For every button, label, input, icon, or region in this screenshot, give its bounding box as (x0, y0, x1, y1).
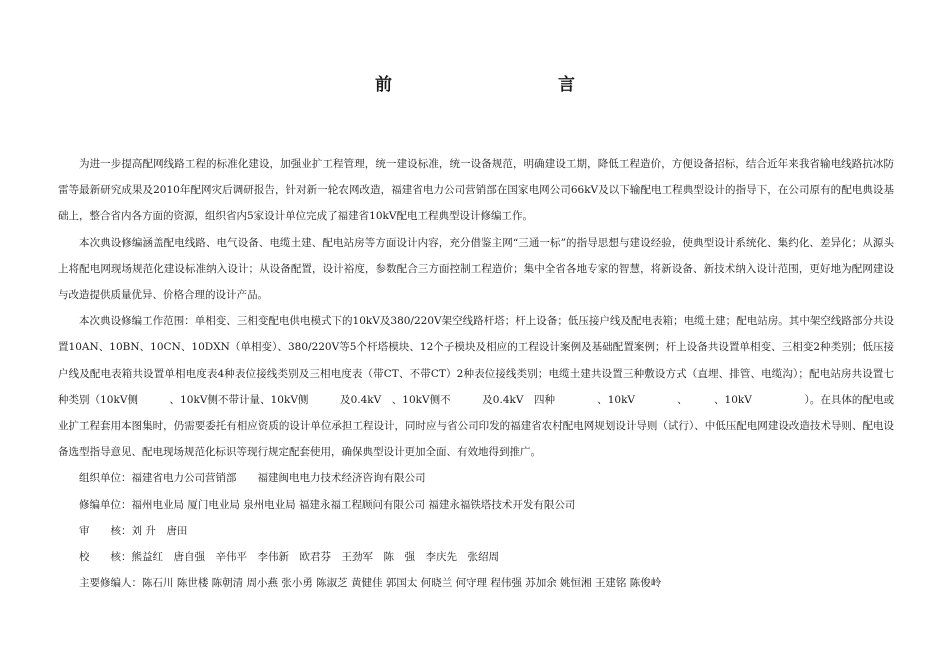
paragraph-1: 为进一步提高配网线路工程的标准化建设，加强业扩工程管理，统一建设标准，统一设备规范，明确建设工期，降低工程造价，方便设备招标，结合近年来我省输电线路抗冰防雷等最新研究成果及2010年配网灾后调研报告，针对新一轮农网改造，福建省电力公司营销部在国家电网公司66kV及以下输配电工程典型设计的指导下，在公司原有的配电典设基础上，整合省内各方面的资源，组织省内5家设计单位完成了福建省10kV配电工程典型设计修编工作。 (58, 158, 894, 223)
paragraph-2: 本次典设修编涵盖配电线路、电气设备、电缆土建、配电站房等方面设计内容，充分借鉴主网“三通一标”的指导思想与建设经验，使典型设计系统化、集约化、差异化；从源头上将配电网现场规范化建设标准纳入设计；从设备配置，设计裕度，参数配合三方面控制工程造价；集中全省各地专家的智慧，将新设备、新技术纳入设计范围，更好地为配网建设与改造提供质量优异、价格合理的设计产品。 (58, 236, 894, 302)
proofreader-line: 校 核：熊益红 唐自强 辛伟平 李伟新 欧君芬 王劲军 陈 强 李庆先 张绍周 (79, 551, 499, 564)
organizer-line: 组织单位：福建省电力公司营销部 福建闽电电力技术经济咨询有限公司 (79, 472, 426, 485)
page-title: 前 言 (375, 75, 619, 95)
reviewer-line: 审 核：刘 升 唐田 (79, 524, 188, 537)
revision-units-line: 修编单位：福州电业局 厦门电业局 泉州电业局 福建永福工程顾问有限公司 福建永福铁塔技术开发有限公司 (79, 498, 576, 511)
preface-body (58, 151, 894, 596)
paragraph-3: 本次典设修编工作范围：单相变、三相变配电供电模式下的10kV及380/220V架空线路杆塔；杆上设备；低压接户线及配电表箱；电缆土建；配电站房。其中架空线路部分共设置10AN、10BN、10CN、10DXN（单相变）、380/220V等5个杆塔模块、12个子模块及相应的工程设计案例及基础配置案例；杆上设备共设置单相变、三相变2种类别；低压接户线及配电表箱共设置单相电度表4种表位接线类别及三相电度表（带CT、不带CT）2种表位接线类别；电缆土建共设置三种敷设方式（直埋、排管、电缆沟）；配电站房共设置七种类别（10kV侧 、10kV侧不带计量、10kV侧 及0.4kV 、10kV侧不 及0.4kV 四种 、10kV 、 、10kV ）。在具体的配电或业扩工程套用本图集时，仍需要委托有相应资质的设计单位承担工程设计，同时应与省公司印发的福建省农村配电网规划设计导则（试行）、中低压配电网建设改造技术导则、配电设备选型指导意见、配电现场规范化标识等现行规定配套使用，确保典型设计更加全面、有效地得到推广。 (58, 315, 894, 459)
main-editors-line: 主要修编人：陈石川 陈世楼 陈朝清 周小燕 张小勇 陈淑芝 黄健佳 郭国太 何晓兰 何守理 程伟强 苏加余 姚恒湘 王建铭 陈俊岭 (79, 577, 662, 590)
